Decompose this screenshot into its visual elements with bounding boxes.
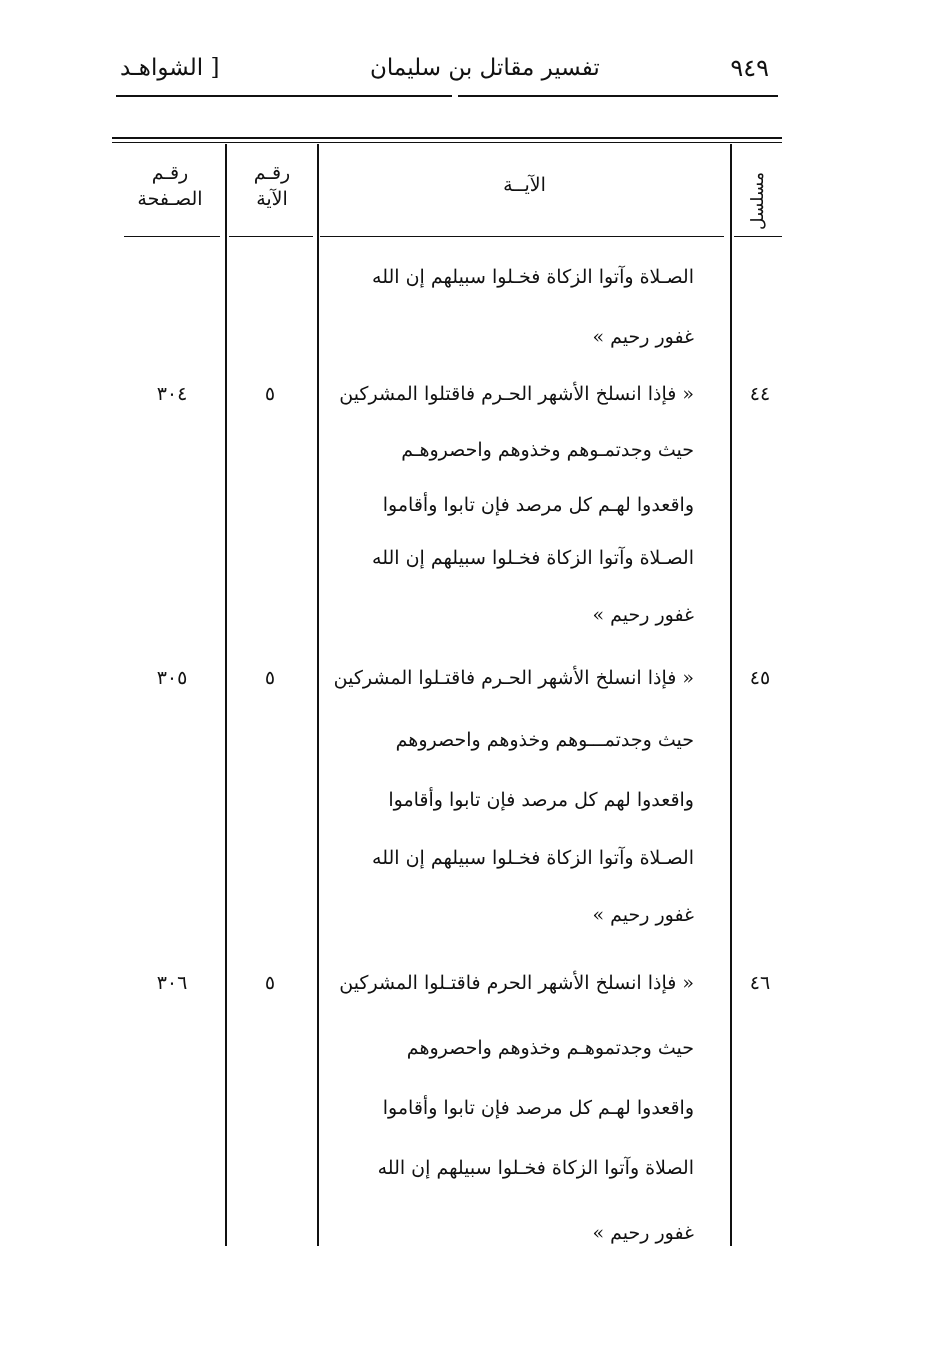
column-divider-ayah-number: [317, 144, 319, 1246]
column-header-page-line1: رقـم: [151, 162, 189, 184]
ayah-line: « فإذا انسلخ الأشهر الحرم فاقتـلوا المشركين: [339, 972, 694, 994]
column-divider-serial: [730, 144, 732, 1246]
ayah-line: « فإذا انسلخ الأشهر الحـرم فاقتلوا المشركين: [339, 383, 694, 405]
column-header-ayah-number-line1: رقـم: [253, 162, 291, 184]
column-header-rule-page: [124, 236, 220, 237]
ayah-line: واقعدوا لهـم كل مرصد فإن تابوا وأقاموا: [382, 1097, 694, 1119]
section-title: [ الشواهـد: [120, 55, 220, 81]
continuation-line: الصـلاة وآتوا الزكاة فخـلوا سبيلهم إن الله: [372, 266, 694, 288]
column-header-rule-serial: [734, 236, 782, 237]
page-number: ٩٤٩: [730, 54, 769, 82]
column-divider-page: [225, 144, 227, 1246]
column-header-rule-ayah-number: [229, 236, 313, 237]
ayah-line: الصلاة وآتوا الزكاة فخـلوا سبيلهم إن الله: [377, 1157, 694, 1179]
continuation-line: غفور رحيم »: [592, 326, 694, 348]
ayah-line: حيث وجدتموهـم وخذوهم واحصروهم: [406, 1037, 694, 1059]
ayah-line: حيث وجدتمـوهم وخذوهم واحصروهـم: [401, 439, 694, 461]
column-header-rule-ayah: [320, 236, 724, 237]
header-underline-right: [458, 95, 778, 97]
column-header-serial: مسلسل: [748, 172, 768, 230]
column-header-ayah-number: [230, 160, 314, 212]
serial-number: ٤٥: [749, 667, 771, 689]
column-header-ayah-number-line2: الآية: [256, 188, 288, 210]
page-reference: ٣٠٦: [156, 972, 188, 994]
column-header-ayah: الآيــة: [503, 174, 546, 196]
serial-number: ٤٦: [749, 972, 771, 994]
ayah-line: الصـلاة وآتوا الزكاة فخـلوا سبيلهم إن الله: [372, 547, 694, 569]
ayah-line: الصـلاة وآتوا الزكاة فخـلوا سبيلهم إن الله: [372, 847, 694, 869]
ayah-line: واقعدوا لهم كل مرصد فإن تابوا وأقاموا: [388, 789, 694, 811]
ayah-line: « فإذا انسلخ الأشهر الحـرم فاقتـلوا المشركين: [333, 667, 694, 689]
page-reference: ٣٠٤: [156, 383, 188, 405]
serial-number: ٤٤: [749, 383, 771, 405]
column-header-page: [120, 160, 220, 212]
ayah-number: ٥: [264, 667, 276, 689]
header-underline-left: [116, 95, 452, 97]
table-top-rule: [112, 137, 782, 139]
page-reference: ٣٠٥: [156, 667, 188, 689]
ayah-line: غفور رحيم »: [592, 604, 694, 626]
ayah-line: غفور رحيم »: [592, 904, 694, 926]
ayah-line: حيث وجدتمـــوهم وخذوهم واحصروهم: [395, 729, 694, 751]
running-title: تفسير مقاتل بن سليمان: [370, 55, 600, 81]
table-top-rule-inner: [112, 142, 782, 143]
ayah-line: غفور رحيم »: [592, 1222, 694, 1244]
ayah-number: ٥: [264, 972, 276, 994]
ayah-line: واقعدوا لهـم كل مرصد فإن تابوا وأقاموا: [382, 494, 694, 516]
column-header-page-line2: الصـفحة: [137, 188, 203, 210]
ayah-number: ٥: [264, 383, 276, 405]
